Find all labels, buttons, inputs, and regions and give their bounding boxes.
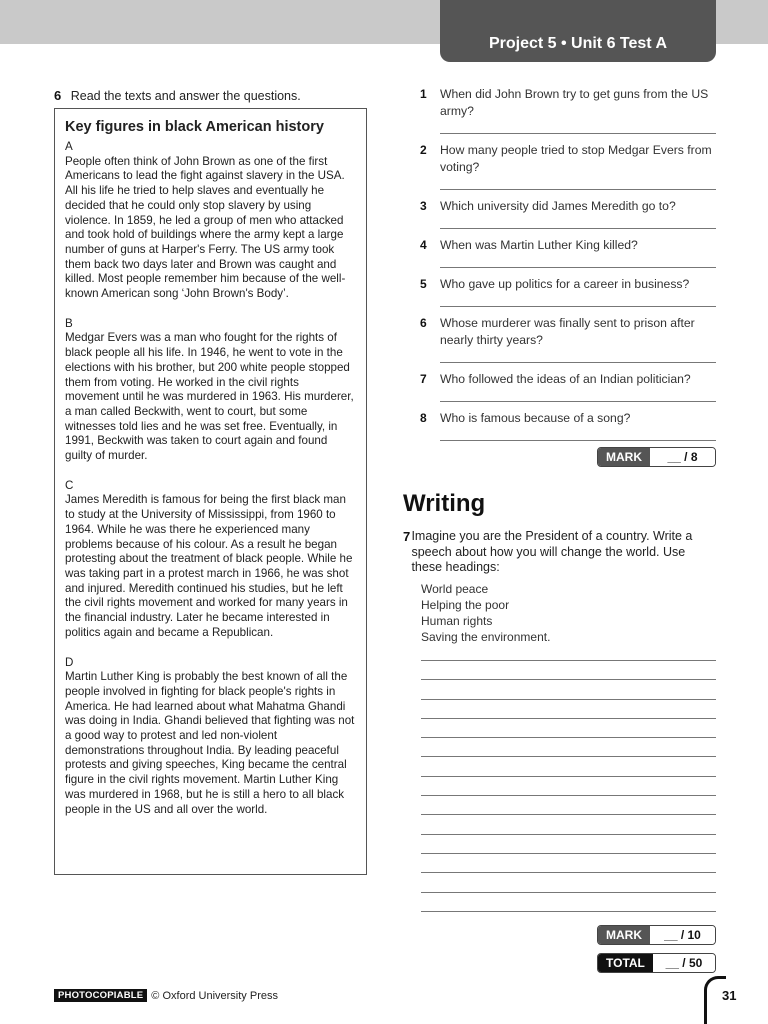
page-number: 31 (722, 988, 737, 1003)
question-item (420, 198, 716, 215)
page-footer (54, 989, 278, 1002)
text-section-d (65, 656, 356, 818)
task-7-instruction (403, 529, 716, 576)
section-letter: B (65, 316, 73, 330)
question-number: 6 (420, 316, 427, 330)
question-number: 7 (420, 372, 427, 386)
heading-item: Helping the poor (421, 598, 510, 612)
reading-title: Key figures in black American history (65, 119, 324, 135)
answer-line[interactable] (440, 293, 716, 307)
writing-line[interactable] (421, 853, 716, 872)
writing-line[interactable] (421, 834, 716, 853)
question-number: 2 (420, 143, 427, 157)
heading-item: Saving the environment. (421, 630, 551, 644)
section-text: Medgar Evers was a man who fought for the rights of black people all his life. In 1946, he went to vote in the elections with his brother, but 200 white people stopped them from voting. He worked in the civil rights movement until he was murdered in 1963. His murderer, a man called Beckwith, went to court, but some witnesses told lies and he was set free. Eventually, in 1991, Beckwith was taken to court again and found guilty of murder. (65, 331, 354, 463)
header-title: Project 5 • Unit 6 Test A (488, 35, 668, 52)
writing-line[interactable] (421, 892, 716, 911)
answer-line[interactable] (440, 215, 716, 229)
question-text: Who is famous because of a song? (440, 411, 631, 425)
task-instruction: Read the texts and answer the questions. (70, 89, 301, 103)
section-letter: A (65, 140, 73, 153)
answer-line[interactable] (440, 349, 716, 363)
writing-line[interactable] (421, 776, 716, 795)
reading-text-box (54, 108, 367, 875)
writing-line[interactable] (421, 718, 716, 737)
writing-line[interactable] (421, 795, 716, 814)
page-header (440, 0, 716, 62)
writing-line[interactable] (421, 660, 716, 679)
writing-area[interactable] (421, 660, 716, 930)
answer-line[interactable] (440, 176, 716, 190)
total-box (597, 953, 716, 973)
question-number: 8 (420, 411, 427, 425)
section-letter: D (65, 655, 74, 669)
question-number: 3 (420, 199, 427, 213)
writing-line[interactable] (421, 737, 716, 756)
section-letter: C (65, 478, 74, 492)
text-section-b (65, 317, 356, 464)
writing-section-title: Writing (403, 490, 486, 517)
mark-value[interactable]: __ / 8 (650, 448, 715, 466)
question-item (420, 237, 716, 254)
question-item (420, 410, 716, 427)
section-text: Martin Luther King is probably the best known of all the people involved in fighting for black people's rights in America. He had learned about what Mahatma Ghandi was doing in India. Ghandi believed that fighting was not a good way to protest and led non-violent demonstrations throughout India. By leading peaceful protests and giving speeches, King became the central figure in the civil rights movement. Martin Luther King was murdered in 1968, but he is still a hero to all black people in the US and all over the world. (65, 670, 355, 816)
mark-value[interactable]: __ / 10 (650, 926, 715, 944)
total-label: TOTAL (598, 954, 653, 972)
answer-line[interactable] (440, 427, 716, 441)
task-number: 7 (403, 529, 411, 544)
heading-list (421, 581, 550, 645)
task-instruction: Imagine you are the President of a country. Write a speech about how you will change the world. Use these headings: (411, 529, 693, 574)
task-number: 6 (54, 88, 62, 103)
section-text: People often think of John Brown as one of the first Americans to lead the fight against slavery in the USA. All his life he tried to help slaves and eventually he decided that he could only stop slavery by using violence. In 1859, he led a group of men who attacked and took hold of buildings where the army kept a large number of guns at Harper's Ferry. The US army took them back two days later and Brown was caught and killed. Most people remember him because of the well-known American song ‘John Brown's Body’. (65, 154, 346, 301)
answer-line[interactable] (440, 388, 716, 402)
question-text: When was Martin Luther King killed? (440, 238, 638, 252)
heading-item: World peace (421, 582, 489, 596)
copyright-text: © Oxford University Press (151, 989, 278, 1002)
question-item (420, 315, 716, 349)
writing-line[interactable] (421, 756, 716, 775)
answer-line[interactable] (440, 120, 716, 134)
question-number: 4 (420, 238, 427, 252)
task-6-instruction (54, 88, 301, 103)
mark-label: MARK (598, 448, 650, 466)
photocopiable-badge: PHOTOCOPIABLE (54, 989, 147, 1002)
question-list (420, 86, 716, 449)
question-text: Who gave up politics for a career in business? (440, 277, 690, 291)
question-text: How many people tried to stop Medgar Evers from voting? (440, 143, 712, 174)
total-value[interactable]: __ / 50 (653, 954, 715, 972)
question-number: 5 (420, 277, 427, 291)
section-text: James Meredith is famous for being the first black man to study at the University of Mississippi, from 1960 to 1964. While he was there he experienced many problems because of his colour. As a result he began protesting about the treatment of black people. While he was taking part in a protest march in 1966, he was shot and injured. Meredith continued his studies, but he left the civil rights movement and worked for many years in the financial industry. Later he became interested in politics again and became a Republican. (65, 493, 353, 639)
heading-item: Human rights (421, 614, 493, 628)
question-text: Whose murderer was finally sent to prison after nearly thirty years? (440, 316, 695, 347)
question-item (420, 142, 716, 176)
question-text: Which university did James Meredith go to? (440, 199, 676, 213)
text-section-a (65, 140, 356, 302)
mark-label: MARK (598, 926, 650, 944)
writing-line[interactable] (421, 872, 716, 891)
mark-box-task6 (597, 447, 716, 467)
writing-line[interactable] (421, 679, 716, 698)
answer-line[interactable] (440, 254, 716, 268)
writing-line[interactable] (421, 814, 716, 833)
question-item (420, 86, 716, 120)
question-text: When did John Brown try to get guns from the US army? (440, 87, 709, 118)
question-item (420, 276, 716, 293)
mark-box-writing (597, 925, 716, 945)
writing-line[interactable] (421, 699, 716, 718)
question-text: Who followed the ideas of an Indian politician? (440, 372, 691, 386)
text-section-c (65, 479, 356, 641)
question-number: 1 (420, 87, 427, 101)
question-item (420, 371, 716, 388)
